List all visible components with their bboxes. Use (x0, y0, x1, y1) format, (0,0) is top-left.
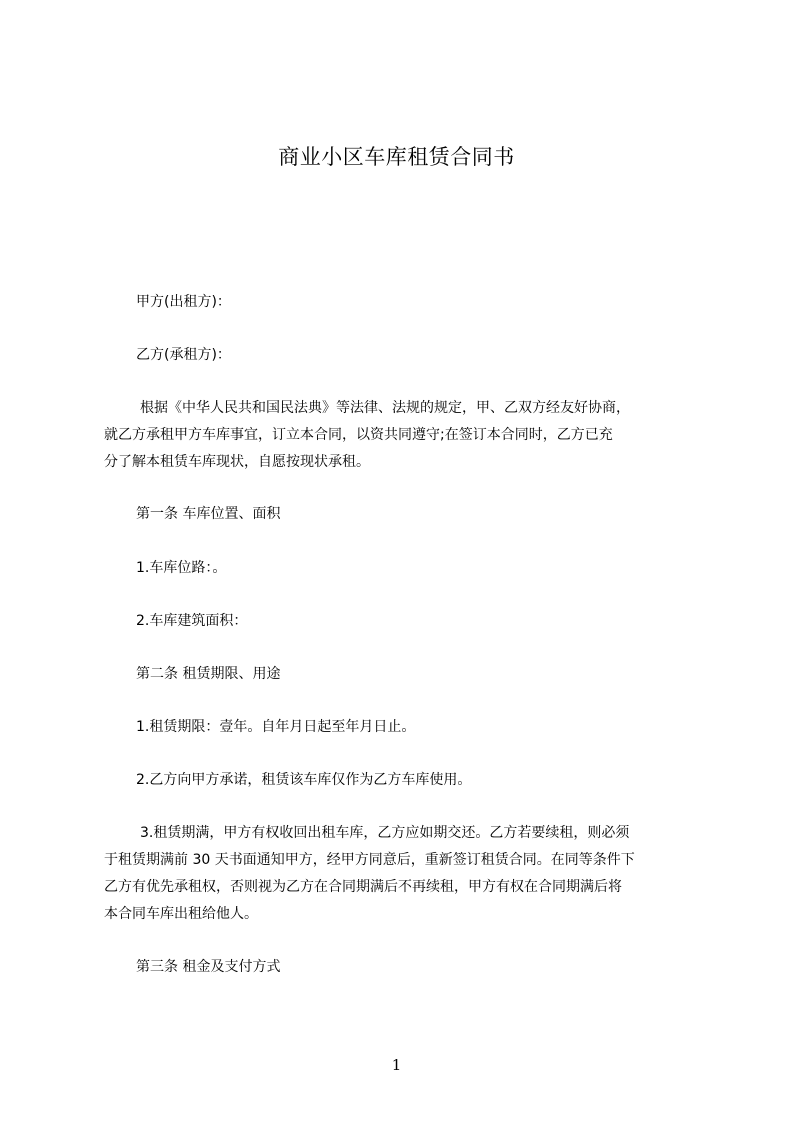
article-1-item-2: 2.车库建筑面积： (136, 613, 248, 629)
article-2-item-2: 2.乙方向甲方承诺，租赁该车库仅作为乙方车库使用。 (136, 772, 472, 788)
article-1-heading: 第一条 车库位置、面积 (136, 506, 281, 522)
intro-paragraph-line: 分了解本租赁车库现状，自愿按现状承租。 (104, 454, 370, 470)
page-number: 1 (391, 1056, 402, 1074)
article-2-item-1: 1.租赁期限：壹年。自年月日起至年月日止。 (136, 719, 416, 735)
document-title: 商业小区车库租赁合同书 (278, 145, 515, 169)
article-1-item-1: 1.车库位路：。 (136, 560, 227, 576)
article-2-item-3-line: 乙方有优先承租权，否则视为乙方在合同期满后不再续租，甲方有权在合同期满后将 (104, 879, 622, 895)
article-3-heading: 第三条 租金及支付方式 (136, 959, 281, 975)
party-a-line: 甲方(出租方)： (136, 294, 231, 310)
article-2-heading: 第二条 租赁期限、用途 (136, 666, 281, 682)
intro-paragraph-line: 根据《中华人民共和国民法典》等法律、法规的规定，甲、乙双方经友好协商， (140, 400, 630, 416)
article-2-item-3-line: 3.租赁期满，甲方有权收回出租车库，乙方应如期交还。乙方若要续租，则必须 (140, 825, 630, 841)
article-2-item-3-line: 于租赁期满前 30 天书面通知甲方，经甲方同意后，重新签订租赁合同。在同等条件下 (104, 852, 635, 868)
intro-paragraph-line: 就乙方承租甲方车库事宜，订立本合同，以资共同遵守;在签订本合同时，乙方已充 (104, 427, 613, 443)
party-b-line: 乙方(承租方)： (136, 347, 231, 363)
article-2-item-3-line: 本合同车库出租给他人。 (104, 906, 258, 922)
